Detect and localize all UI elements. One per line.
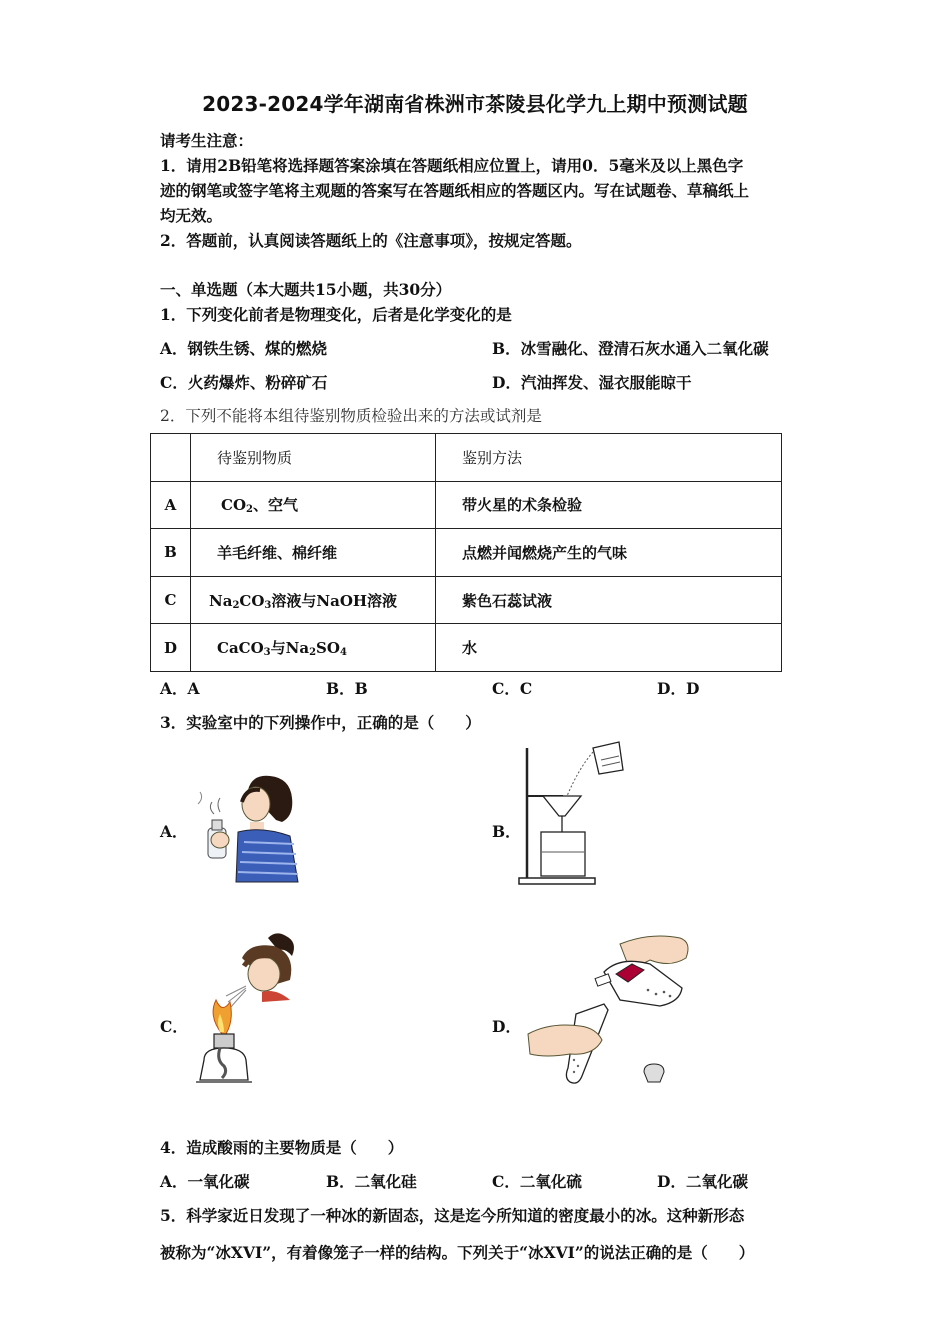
- header-cell-blank: [151, 434, 191, 482]
- q5-line-1: 5．科学家近日发现了一种冰的新固态，这是迄今所知道的密度最小的冰。这种新形态: [160, 1206, 745, 1225]
- formula-subscript: 3: [264, 599, 272, 611]
- row-method: 点燃并闻燃烧产生的气味: [436, 529, 782, 577]
- filtration-apparatus-illustration: [515, 740, 630, 890]
- formula-subscript: 3: [263, 647, 271, 659]
- blowing-alcohol-lamp-illustration: [190, 930, 310, 1095]
- table-row: [151, 624, 782, 672]
- formula-part: CaCO: [217, 639, 264, 658]
- table-row: [151, 481, 782, 529]
- q4-option-a: A．一氧化碳: [160, 1172, 250, 1191]
- notice-item-1-line-3: 均无效。: [160, 206, 223, 225]
- formula-part: Na: [209, 591, 233, 610]
- header-cell-method: 鉴别方法: [436, 434, 782, 482]
- formula-subscript: 2: [246, 504, 253, 516]
- section-heading: 一、单选题（本大题共15小题，共30分）: [160, 280, 452, 299]
- formula-subscript: 2: [232, 599, 240, 611]
- q3-label-a: A．: [160, 822, 188, 841]
- q2-option-d: D．D: [657, 679, 700, 698]
- formula-subscript: 2: [309, 647, 317, 659]
- q2-option-a: A．A: [160, 679, 200, 698]
- row-method: 紫色石蕊试液: [436, 576, 782, 624]
- row-substance: 羊毛纤维、棉纤维: [191, 529, 436, 577]
- q2-stem: 2．下列不能将本组待鉴别物质检验出来的方法或试剂是: [160, 407, 542, 425]
- formula-part: 溶液与NaOH溶液: [271, 591, 398, 610]
- header-cell-substance: 待鉴别物质: [191, 434, 436, 482]
- formula-part: 与Na: [270, 639, 310, 658]
- row-substance: [191, 576, 436, 624]
- notice-item-1-line-2: 迹的钢笔或签字笔将主观题的答案写在答题纸相应的答题区内。写在试题卷、草稿纸上: [160, 181, 750, 200]
- table-row: [151, 529, 782, 577]
- formula-part: SO: [316, 639, 340, 658]
- notice-item-2: 2．答题前，认真阅读答题纸上的《注意事项》，按规定答题。: [160, 231, 582, 250]
- formula-part: CO: [221, 496, 247, 515]
- pouring-liquid-illustration: [520, 930, 695, 1095]
- q3-stem: 3．实验室中的下列操作中，正确的是（ ）: [160, 713, 481, 732]
- q1-option-a: A．钢铁生锈、煤的燃烧: [160, 339, 328, 358]
- q1-option-b: B．冰雪融化、澄清石灰水通入二氧化碳: [492, 339, 769, 358]
- q3-label-d: D．: [492, 1017, 521, 1036]
- row-label: B: [151, 529, 191, 577]
- table-row: [151, 576, 782, 624]
- q2-table: [150, 433, 782, 672]
- row-method: 带火星的术条检验: [436, 481, 782, 529]
- smelling-bottle-illustration: [190, 770, 305, 885]
- q4-option-b: B．二氧化硅: [326, 1172, 417, 1191]
- q1-option-c: C．火药爆炸、粉碎矿石: [160, 373, 328, 392]
- q4-option-c: C．二氧化硫: [492, 1172, 582, 1191]
- notice-heading: 请考生注意：: [160, 131, 254, 150]
- q2-option-b: B．B: [326, 679, 368, 698]
- q3-label-b: B．: [492, 822, 521, 841]
- page-title: 2023-2024学年湖南省株洲市茶陵县化学九上期中预测试题: [202, 92, 748, 116]
- notice-item-1-line-1: 1．请用2B铅笔将选择题答案涂填在答题纸相应位置上，请用0．5毫米及以上黑色字: [160, 156, 744, 175]
- q1-stem: 1．下列变化前者是物理变化，后者是化学变化的是: [160, 305, 512, 324]
- row-substance: [191, 624, 436, 672]
- formula-part: 、空气: [252, 496, 298, 515]
- formula-part: CO: [239, 591, 265, 610]
- q4-stem: 4．造成酸雨的主要物质是（ ）: [160, 1138, 404, 1157]
- q1-option-d: D．汽油挥发、湿衣服能晾干: [492, 373, 692, 392]
- formula-subscript: 4: [339, 647, 347, 659]
- row-label: C: [151, 576, 191, 624]
- q3-label-c: C．: [160, 1017, 188, 1036]
- row-label: D: [151, 624, 191, 672]
- q4-option-d: D．二氧化碳: [657, 1172, 748, 1191]
- q5-line-2: 被称为“冰XVI”，有着像笼子一样的结构。下列关于“冰XVI”的说法正确的是（ ）: [160, 1243, 755, 1262]
- row-method: 水: [436, 624, 782, 672]
- row-label: A: [151, 481, 191, 529]
- table-header-row: [151, 434, 782, 482]
- q2-option-c: C．C: [492, 679, 533, 698]
- row-substance: [191, 481, 436, 529]
